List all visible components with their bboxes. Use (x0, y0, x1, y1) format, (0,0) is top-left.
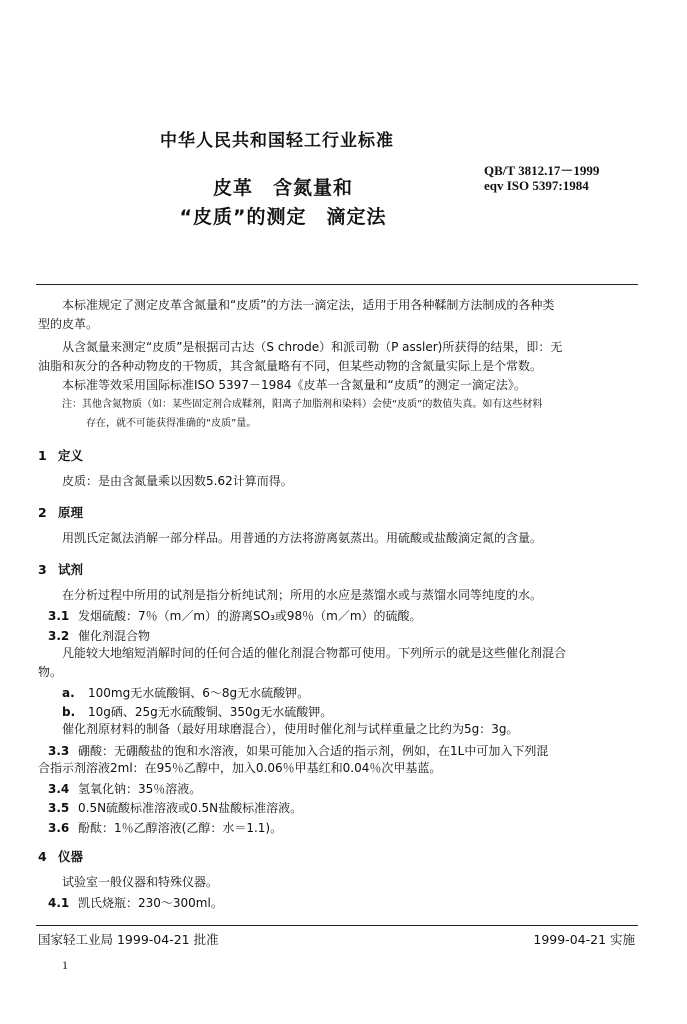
clause-3-2-body-b: 物。 (38, 665, 63, 679)
clause-text: 催化剂混合物 (78, 629, 151, 643)
clause-3-2-body-a: 凡能较大地缩短消解时间的任何合适的催化剂混合物都可使用。下列所示的就是这些催化剂混合 (62, 646, 567, 660)
section-title: 试剂 (58, 562, 84, 577)
section-3-body: 在分析过程中所用的试剂是指分析纯试剂；所用的水应是蒸馏水或与蒸馏水同等纯度的水。 (62, 588, 543, 602)
catalyst-preparation: 催化剂原材料的制备（最好用球磨混合），使用时催化剂与试样重量之比约为5g：3g。 (62, 722, 519, 736)
clause-3-6 (38, 819, 282, 836)
document-title-line2: “皮质”的测定 滴定法 (179, 206, 387, 228)
standard-body-title: 中华人民共和国轻工行业标准 (160, 131, 394, 151)
intro-paragraph-2b: 油脂和灰分的各种动物皮的干物质，其含氮量略有不同，但某些动物的含氮量实际上是个常数。 (38, 359, 543, 373)
clause-number: 3.3 (48, 744, 70, 758)
clause-number: 3.6 (48, 821, 70, 835)
section-title: 仪器 (58, 849, 84, 864)
section-1-heading (38, 446, 83, 464)
header-divider (36, 284, 638, 285)
section-number: 2 (38, 505, 47, 520)
equivalent-standard: eqv ISO 5397:1984 (484, 178, 589, 193)
intro-paragraph-3: 本标准等效采用国际标准ISO 5397－1984《皮革一含氮量和“皮质”的测定一滴定法》。 (62, 378, 526, 392)
note-line-a: 注：其他含氮物质（如：某些固定剂合成鞣剂，阳离子加脂剂和染料）会使“皮质”的数值失真。如有这些材料 (62, 399, 543, 410)
clause-number: 4.1 (48, 896, 70, 910)
clause-number: 3.2 (48, 629, 70, 643)
note-line-b: 存在，就不可能获得准确的“皮质”量。 (86, 418, 257, 429)
intro-paragraph-1b: 型的皮革。 (38, 317, 99, 331)
clause-3-3-continued: 合指示剂溶液2ml：在95％乙醇中，加入0.06％甲基红和0.04％次甲基蓝。 (38, 761, 442, 775)
section-title: 原理 (58, 505, 84, 520)
clause-number: 3.4 (48, 782, 70, 796)
effective-date: 1999-04-21 实施 (533, 932, 635, 947)
clause-text: 硼酸：无硼酸盐的饱和水溶液，如果可能加入合适的指示剂，例如，在1L中可加入下列混 (78, 744, 549, 758)
section-3-heading (38, 560, 83, 578)
clause-number: 3.1 (48, 609, 70, 623)
catalyst-item-a (62, 684, 309, 701)
footer-divider (36, 925, 638, 926)
intro-paragraph-2a: 从含氮量来测定“皮质”是根据司古达（S chrode）和派司勒（P assler)所获得的结果，即：无 (62, 340, 563, 354)
item-text: 100mg无水硫酸铜、6～8g无水硫酸钾。 (88, 686, 310, 700)
intro-paragraph-1a: 本标准规定了测定皮革含氮量和“皮质”的方法一滴定法，适用于用各种鞣制方法制成的各种类 (62, 298, 555, 312)
clause-text: 发烟硫酸：7％（m／m）的游离SO₃或98％（m／m）的硫酸。 (78, 609, 422, 623)
approval-statement: 国家轻工业局 1999-04-21 批准 (38, 932, 219, 947)
clause-text: 0.5N硫酸标准溶液或0.5N盐酸标准溶液。 (78, 801, 303, 815)
section-2-heading (38, 503, 83, 521)
document-title-line1: 皮革 含氮量和 (212, 177, 353, 199)
catalyst-item-b (62, 703, 332, 720)
clause-3-1 (38, 607, 422, 624)
section-title: 定义 (58, 448, 84, 463)
section-number: 3 (38, 562, 47, 577)
clause-3-5 (38, 799, 302, 816)
section-number: 4 (38, 849, 47, 864)
standard-code: QB/T 3812.17－1999 (484, 163, 600, 178)
clause-3-2 (38, 627, 150, 644)
section-2-body: 用凯氏定氮法消解一部分样品。用普通的方法将游离氨蒸出。用硫酸或盐酸滴定氮的含量。 (62, 531, 543, 545)
page-number: 1 (62, 958, 68, 972)
clause-text: 氢氧化钠：35％溶液。 (78, 782, 202, 796)
clause-text: 凯氏烧瓶：230～300ml。 (78, 896, 223, 910)
section-1-body: 皮质：是由含氮量乘以因数5.62计算而得。 (62, 474, 293, 488)
item-marker: a. (62, 686, 75, 700)
item-marker: b. (62, 705, 76, 719)
section-number: 1 (38, 448, 47, 463)
item-text: 10g硒、25g无水硫酸铜、350g无水硫酸钾。 (88, 705, 333, 719)
section-4-body: 试验室一般仪器和特殊仪器。 (62, 875, 219, 889)
section-4-heading (38, 847, 83, 865)
clause-4-1 (38, 894, 223, 911)
clause-3-4 (38, 780, 201, 797)
clause-number: 3.5 (48, 801, 70, 815)
clause-text: 酚酞：1％乙醇溶液(乙醇：水＝1.1)。 (78, 821, 283, 835)
clause-3-3 (38, 742, 548, 759)
